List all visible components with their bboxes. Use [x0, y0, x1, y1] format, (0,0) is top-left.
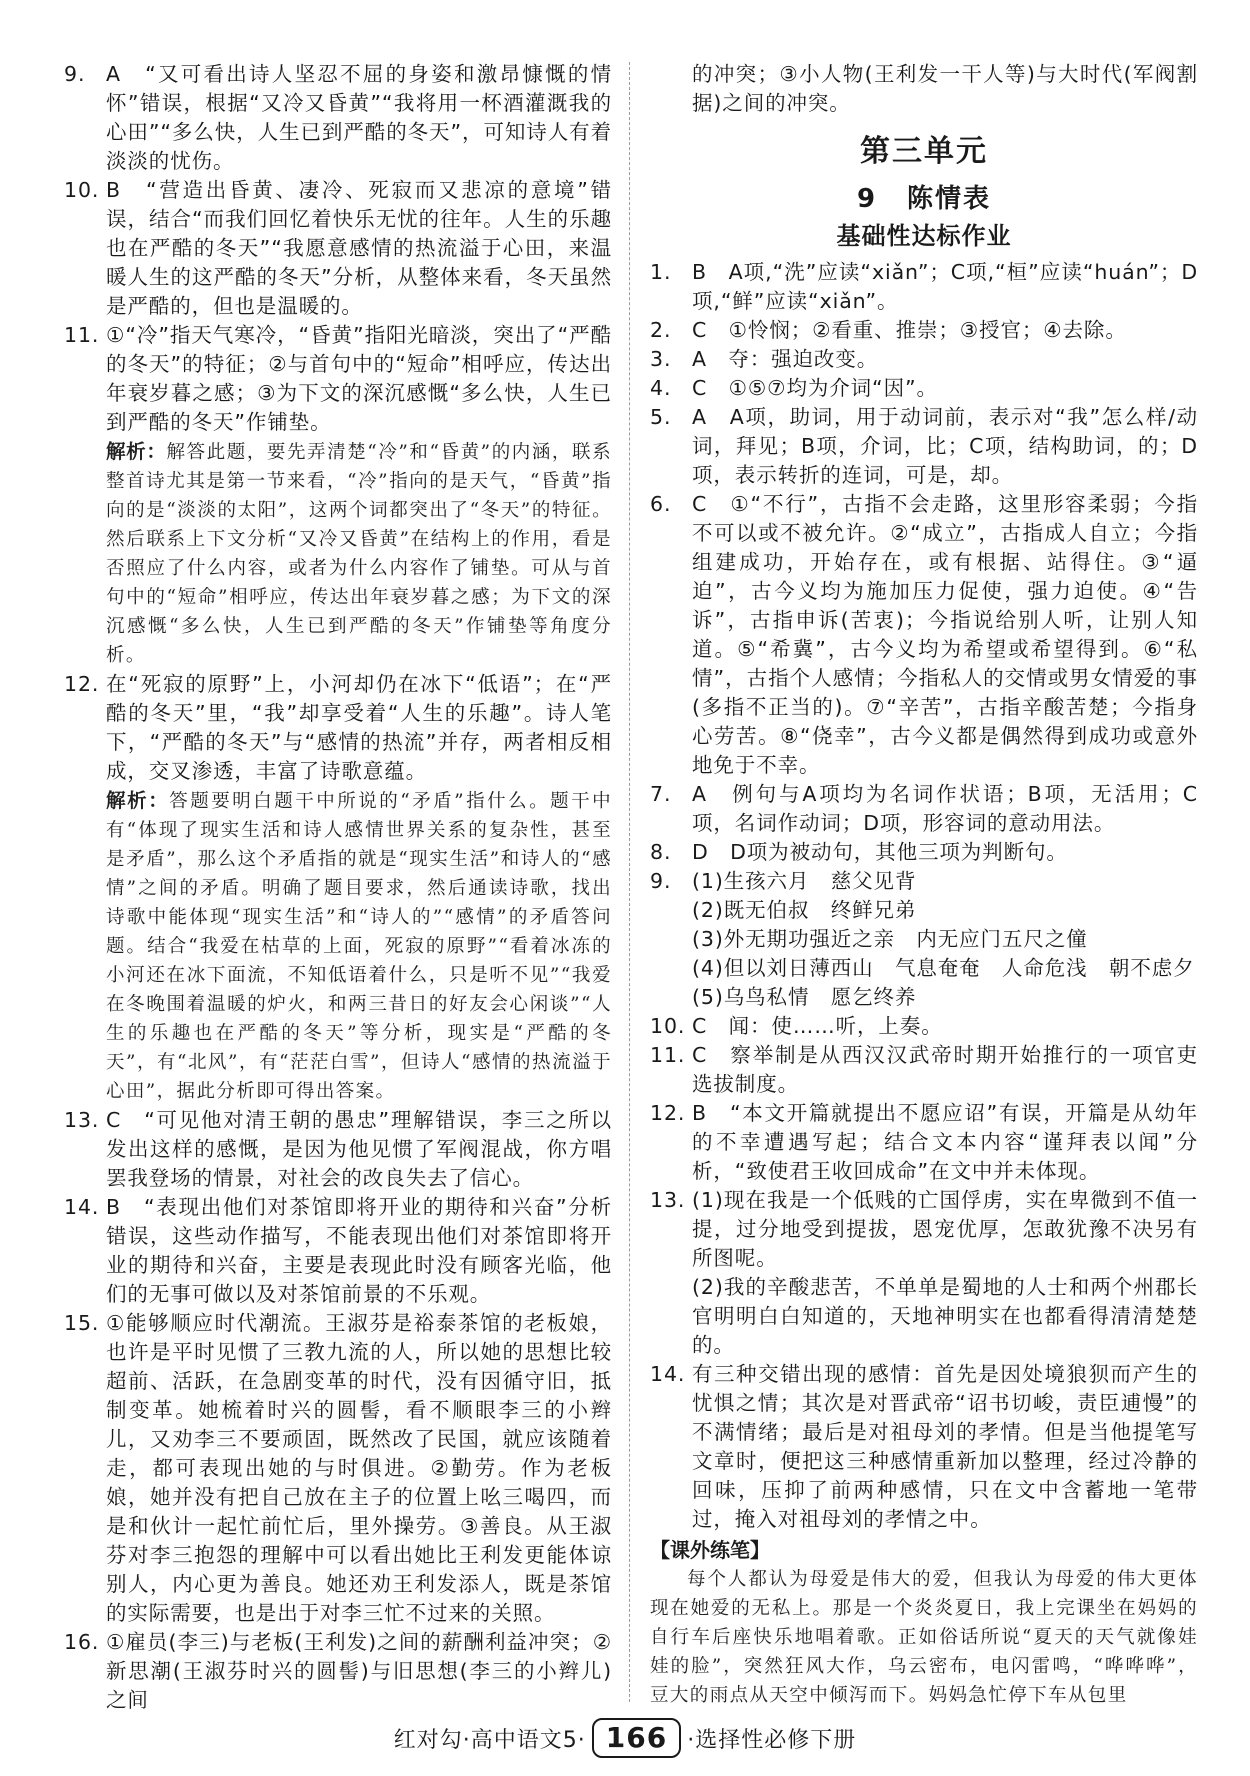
- analysis-label: 解析：: [106, 789, 170, 812]
- item-text: ①能够顺应时代潮流。王淑芬是裕泰茶馆的老板娘，也许是平时见惯了三教九流的人，所以她的思想比较超前、活跃，在急剧变革的时代，没有因循守旧，抵制变革。她梳着时兴的圆髻，看不顺眼李三的小辫儿，又劝李三不要顽固，既然改了民国，就应该随着走，都可表现出她的与时俱进。②勤劳。作为老板娘，她并没有把自己放在主子的位置上吆三喝四，而是和伙计一起忙前忙后，里外操劳。③善良。从王淑芬对李三抱怨的理解中可以看出她比王利发更能体谅别人，内心更为善良。她还劝王利发添人，既是茶馆的实际需要，也是出于对李三忙不过来的关照。: [106, 1311, 612, 1625]
- item-body: [692, 1099, 1198, 1186]
- item-body: [692, 490, 1198, 780]
- item-number: 5.: [650, 405, 672, 429]
- analysis-label: 解析：: [106, 440, 167, 463]
- answer-item: [64, 1106, 612, 1193]
- item-text: ①“冷”指天气寒冷，“昏黄”指阳光暗淡，突出了“严酷的冬天”的特征；②与首句中的“短命”相呼应，传达出年衰岁暮之感；③为下文的深沉感慨“多么快，人生已到严酷的冬天”作铺垫。: [106, 323, 612, 434]
- item-text: ①雇员(李三)与老板(王利发)之间的薪酬利益冲突；②新思潮(王淑芬时兴的圆髻)与旧思想(李三的小辫儿)之间: [106, 1630, 612, 1712]
- item-16-continuation: 的冲突；③小人物(王利发一干人等)与大时代(军阀割据)之间的冲突。: [692, 62, 1198, 115]
- item-analysis: [106, 437, 612, 670]
- item-line: (4)但以刘日薄西山 气息奄奄 人命危浅 朝不虑夕: [692, 956, 1195, 980]
- item-body: [692, 1360, 1198, 1534]
- item-text: A “又可看出诗人坚忍不屈的身姿和激昂慷慨的情怀”错误，根据“又冷又昏黄”“我将用一杯酒灌溉我的心田”“多么快，人生已到严酷的冬天”，可知诗人有着淡淡的忧伤。: [106, 62, 612, 173]
- unit-title: 第三单元: [860, 134, 988, 169]
- item-number: 10.: [64, 178, 100, 202]
- item-number: 4.: [650, 376, 672, 400]
- lesson-title: [650, 180, 1198, 218]
- item-text: C ①怜悯；②看重、推崇；③授官；④去除。: [692, 318, 1127, 342]
- item-text: B “营造出昏黄、凄冷、死寂而又悲凉的意境”错误，结合“而我们回忆着快乐无忧的往年。人生的乐趣也在严酷的冬天”“我愿意感情的热流溢于心田，来温暖人生的这严酷的冬天”分析，从整体来看，冬天虽然是严酷的，但也是温暖的。: [106, 178, 612, 318]
- item-body: [692, 838, 1198, 867]
- item-text: A A项，助词，用于动词前，表示对“我”怎么样/动词，拜见；B项，介词，比；C项，结构助词，的；D项，表示转折的连词，可是，却。: [692, 405, 1198, 487]
- page-footer: [0, 1716, 1250, 1760]
- item-text: B A项,“洗”应读“xiǎn”；C项,“桓”应读“huán”；D项,“鲜”应读“xiǎn”。: [692, 260, 1198, 313]
- item-analysis: [106, 786, 612, 1106]
- left-column: [64, 60, 612, 1715]
- item-number: 13.: [650, 1188, 686, 1212]
- answer-item: [650, 1186, 1198, 1360]
- item-number: 3.: [650, 347, 672, 371]
- item-body: [692, 374, 1198, 403]
- item-line: (2)我的辛酸悲苦，不单单是蜀地的人士和两个州郡长官明明白白知道的，天地神明实在也都看得清清楚楚的。: [692, 1275, 1198, 1357]
- answer-item: [650, 316, 1198, 345]
- item-text: B “本文开篇就提出不愿应诏”有误，开篇是从幼年的不幸遭遇写起；结合文本内容“谨拜表以闻”分析，“致使君王收回成命”在文中并未体现。: [692, 1101, 1198, 1183]
- item-body: [106, 60, 612, 176]
- item-number: 16.: [64, 1630, 100, 1654]
- analysis-text: 答题要明白题干中所说的“矛盾”指什么。题干中有“体现了现实生活和诗人感情世界关系的复杂性，甚至是矛盾”，那么这个矛盾指的就是“现实生活”和诗人的“感情”之间的矛盾。明确了题目要求，然后通读诗歌，找出诗歌中能体现“现实生活”和“诗人的”“感情”的矛盾答问题。结合“我爱在枯草的上面，死寂的原野”“看着冰冻的小河还在冰下面流，不知低语着什么，只是听不见”“我爱在冬晚围着温暖的炉火，和两三昔日的好友会心闲谈”“人生的乐趣也在严酷的冬天”等分析，现实是“严酷的冬天”，有“北风”，有“茫茫白雪”，但诗人“感情的热流溢于心田”，据此分析即可得出答案。: [106, 791, 612, 1102]
- answer-item: [64, 321, 612, 437]
- lesson-name: 陈情表: [907, 184, 992, 214]
- item-number: 12.: [64, 672, 100, 696]
- item-text: C “可见他对清王朝的愚忠”理解错误，李三之所以发出这样的感慨，是因为他见惯了军阀混战，你方唱罢我登场的情景，对社会的改良失去了信心。: [106, 1108, 612, 1190]
- answer-item: [650, 867, 1198, 1012]
- item-number: 7.: [650, 782, 672, 806]
- answer-item: [650, 1099, 1198, 1186]
- item-text: A 夺：强迫改变。: [692, 347, 879, 371]
- extra-writing-label: 【课外练笔】: [650, 1538, 770, 1562]
- answer-item: [64, 670, 612, 786]
- right-answer-list: [650, 258, 1198, 1534]
- item-body: [106, 1628, 612, 1715]
- item-body: [106, 1193, 612, 1309]
- item-line: (1)生孩六月 慈父见背: [692, 869, 917, 893]
- item-text: C ①⑤⑦均为介词“因”。: [692, 376, 938, 400]
- item-line: (2)既无伯叔 终鲜兄弟: [692, 898, 917, 922]
- item-body: [106, 1106, 612, 1193]
- item-number: 12.: [650, 1101, 686, 1125]
- answer-item: [650, 1012, 1198, 1041]
- item-body: [106, 1309, 612, 1628]
- item-number: 11.: [64, 323, 100, 347]
- answer-item: [64, 1309, 612, 1628]
- item-body: [692, 1012, 1198, 1041]
- item-text: C 闻：使……听，上奏。: [692, 1014, 943, 1038]
- item-number: 8.: [650, 840, 672, 864]
- item-body: [106, 321, 612, 437]
- item-text: A 例句与A项均为名词作状语；B项，无活用；C项，名词作动词；D项，形容词的意动用法。: [692, 782, 1198, 835]
- answer-item: [650, 403, 1198, 490]
- item-body: [692, 780, 1198, 838]
- answer-item: [64, 60, 612, 176]
- item-text: C ①“不行”，古指不会走路，这里形容柔弱；今指不可以或不被允许。②“成立”，古指成人自立；今指组建成功，开始存在，或有根据、站得住。③“逼迫”，古今义均为施加压力促使，强力迫使。④“告诉”，古指申诉(苦衷)；今指说给别人听，让别人知道。⑤“希冀”，古今义均为希望或希望得到。⑥“私情”，古指个人感情；今指私人的交情或男女情爱的事(多指不正当的)。⑦“辛苦”，古指辛酸苦楚；今指身心劳苦。⑧“侥幸”，古今义都是偶然得到成功或意外地免于不幸。: [692, 492, 1198, 777]
- item-body: [692, 1186, 1198, 1360]
- answer-item: [64, 176, 612, 321]
- item-text: D D项为被动句，其他三项为判断句。: [692, 840, 1068, 864]
- answer-item: [64, 1628, 612, 1715]
- item-text: 有三种交错出现的感情：首先是因处境狼狈而产生的忧惧之情；其次是对晋武帝“诏书切峻，责臣逋慢”的不满情绪；最后是对祖母刘的孝情。但是当他提笔写文章时，便把这三种感情重新加以整理，经过冷静的回味，压抑了前两种感情，只在文中含蓄地一笔带过，掩入对祖母刘的孝情之中。: [692, 1362, 1198, 1531]
- analysis-text: 解答此题，要先弄清楚“冷”和“昏黄”的内涵，联系整首诗尤其是第一节来看，“冷”指向的是天气，“昏黄”指向的是“淡淡的太阳”，这两个词都突出了“冬天”的特征。然后联系上下文分析“又冷又昏黄”在结构上的作用，看是否照应了什么内容，或者为什么内容作了铺垫。可从与首句中的“短命”相呼应，传达出年衰岁暮之感；为下文的深沉感慨“多么快，人生已到严酷的冬天”作铺垫等角度分析。: [106, 442, 612, 666]
- answer-item: [650, 345, 1198, 374]
- answer-item: [650, 1041, 1198, 1099]
- item-number: 9.: [650, 869, 672, 893]
- item-number: 1.: [650, 260, 672, 284]
- answer-item: [650, 374, 1198, 403]
- item-body: [692, 345, 1198, 374]
- item-body: [106, 176, 612, 321]
- item-number: 14.: [64, 1195, 100, 1219]
- item-text: B “表现出他们对茶馆即将开业的期待和兴奋”分析错误，这些动作描写，不能表现出他们对茶馆即将开业的期待和兴奋，主要是表现此时没有顾客光临，他们的无事可做以及对茶馆前景的不乐观。: [106, 1195, 612, 1306]
- extra-writing-text: 每个人都认为母爱是伟大的爱，但我认为母爱的伟大更体现在她爱的无私上。那是一个炎炎夏日，我上完课坐在妈妈的自行车后座快乐地唱着歌。正如俗话所说“夏天的天气就像娃娃的脸”，突然狂风大作，乌云密布，电闪雷鸣，“哗哗哗”，豆大的雨点从天空中倾泻而下。妈妈急忙停下车从包里: [650, 1569, 1198, 1706]
- column-divider: [629, 62, 630, 1702]
- item-line: (5)乌鸟私情 愿乞终养: [692, 985, 917, 1009]
- answer-item: [650, 1360, 1198, 1534]
- item-number: 9.: [64, 62, 86, 86]
- item-number: 10.: [650, 1014, 686, 1038]
- footer-volume: ·选择性必修下册: [687, 1727, 857, 1753]
- item-number: 13.: [64, 1108, 100, 1132]
- item-body: [692, 403, 1198, 490]
- item-number: 11.: [650, 1043, 686, 1067]
- answer-item: [650, 258, 1198, 316]
- item-number: 14.: [650, 1362, 686, 1386]
- footer-book-title: 红对勾·高中语文5·: [393, 1727, 586, 1753]
- section-title: 基础性达标作业: [836, 222, 1012, 250]
- answer-item: [64, 1193, 612, 1309]
- item-text: 在“死寂的原野”上，小河却仍在冰下“低语”；在“严酷的冬天”里，“我”却享受着“人生的乐趣”。诗人笔下，“严酷的冬天”与“感情的热流”并存，两者相反相成，交叉渗透，丰富了诗歌意蕴。: [106, 672, 612, 783]
- item-body: [106, 670, 612, 786]
- item-text: C 察举制是从西汉汉武帝时期开始推行的一项官吏选拔制度。: [692, 1043, 1198, 1096]
- item-body: [692, 1041, 1198, 1099]
- item-body: [692, 316, 1198, 345]
- answer-item: [650, 838, 1198, 867]
- page-number: 166: [592, 1718, 681, 1758]
- item-number: 15.: [64, 1311, 100, 1335]
- item-line: (3)外无期功强近之亲 内无应门五尺之僮: [692, 927, 1088, 951]
- right-column: [650, 60, 1198, 1710]
- item-number: 2.: [650, 318, 672, 342]
- lesson-number: 9: [856, 184, 878, 214]
- answer-item: [650, 490, 1198, 780]
- item-body: [692, 867, 1198, 1012]
- item-body: [692, 258, 1198, 316]
- item-number: 6.: [650, 492, 672, 516]
- answer-item: [650, 780, 1198, 838]
- item-line: (1)现在我是一个低贱的亡国俘虏，实在卑微到不值一提，过分地受到提拔，恩宠优厚，怎敢犹豫不决另有所图呢。: [692, 1188, 1198, 1270]
